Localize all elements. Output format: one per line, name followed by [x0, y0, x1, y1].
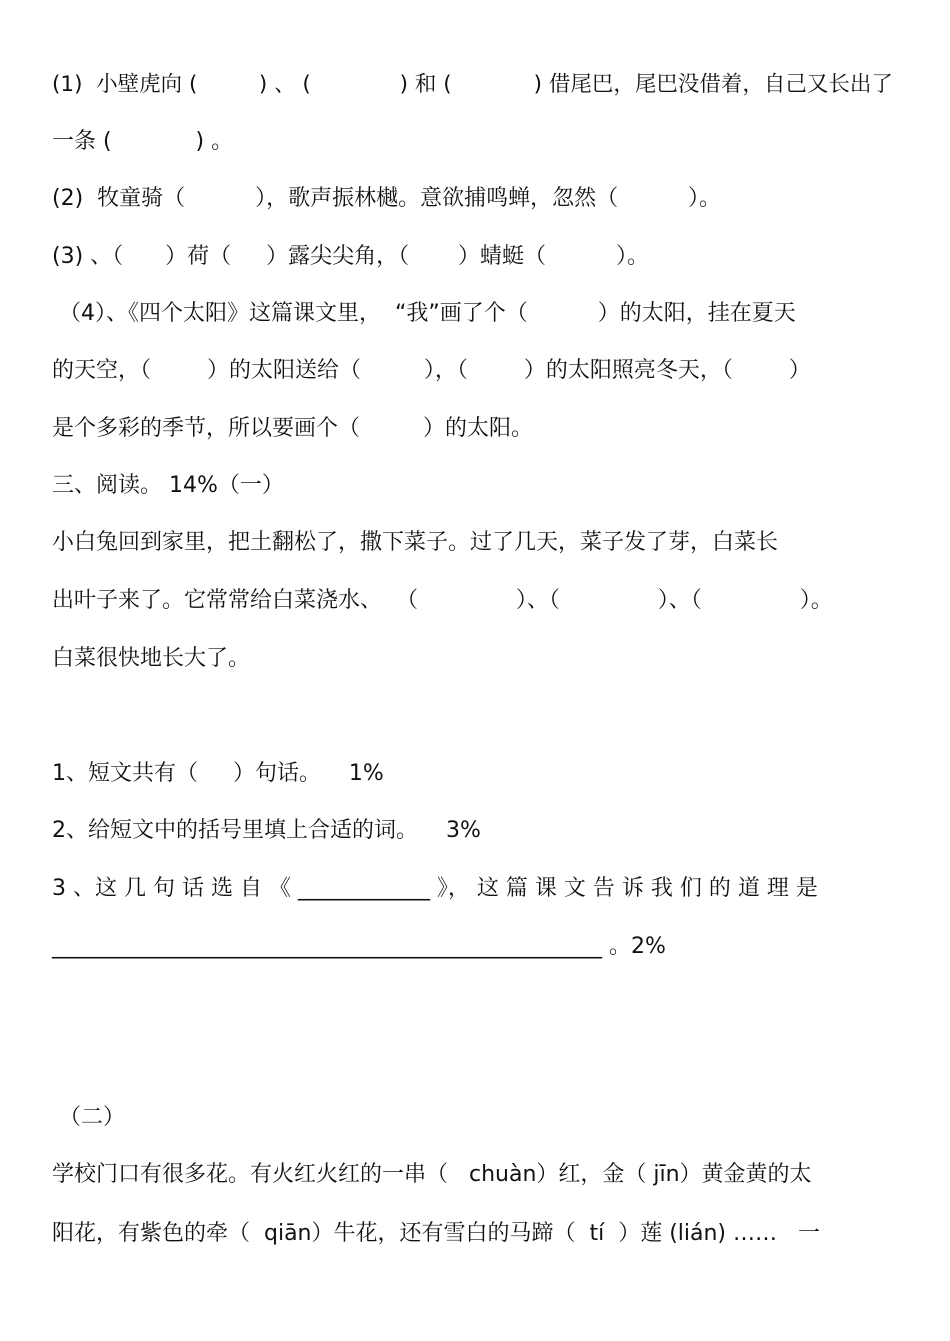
q4-line-1: （4）、《四个太阳》这篇课文里， “我”画了个（ ）的太阳，挂在夏天 [52, 301, 796, 326]
question-3-line-1: 3 、这 几 句 话 选 自 《 ____________ 》， 这 篇 课 文 告 诉 我 们 的 道 理 是 [52, 876, 818, 901]
passage-1-line-3: 白菜很快地长大了。 [52, 646, 251, 671]
q1-line-1: (1) 小壁虎向 ( ) 、 ( ) 和 ( ) 借尾巴，尾巴没借着，自己又长出了 [52, 72, 893, 97]
section-3-heading: 三、阅读。 14%（一） [52, 473, 284, 498]
passage-1-line-1: 小白兔回到家里，把土翻松了，撒下菜子。过了几天，菜子发了芽，白菜长 [52, 530, 779, 555]
q2-line: (2) 牧童骑（ ），歌声振林樾。意欲捕鸣蝉，忽然（ ）。 [52, 186, 722, 211]
passage-1-line-2: 出叶子来了。它常常给白菜浇水、 （ ）、（ ）、（ ）。 [52, 588, 833, 613]
part-2-heading: （二） [52, 1105, 125, 1130]
q3-line: (3) 、（ ）荷（ ）露尖尖角，（ ）蜻蜓（ ）。 [52, 244, 649, 269]
q4-line-3: 是个多彩的季节，所以要画个（ ）的太阳。 [52, 416, 533, 441]
passage-2-line-1: 学校门口有很多花。有火红火红的一串（ chuàn）红，金（ jīn）黄金黄的太 [52, 1162, 812, 1187]
passage-2-line-2: 阳花，有紫色的牵（ qiān）牛花，还有雪白的马蹄（ tí ）莲 (lián) …… 一 [52, 1221, 820, 1246]
question-1: 1、短文共有（ ）句话。 1% [52, 761, 384, 786]
q4-line-2: 的天空，（ ）的太阳送给（ ），（ ）的太阳照亮冬天，（ ） [52, 358, 811, 383]
q1-line-2: 一条 ( ) 。 [52, 129, 234, 154]
question-2: 2、给短文中的括号里填上合适的词。 3% [52, 818, 481, 843]
question-3-line-2: __________________________________________________ 。2% [52, 934, 666, 959]
